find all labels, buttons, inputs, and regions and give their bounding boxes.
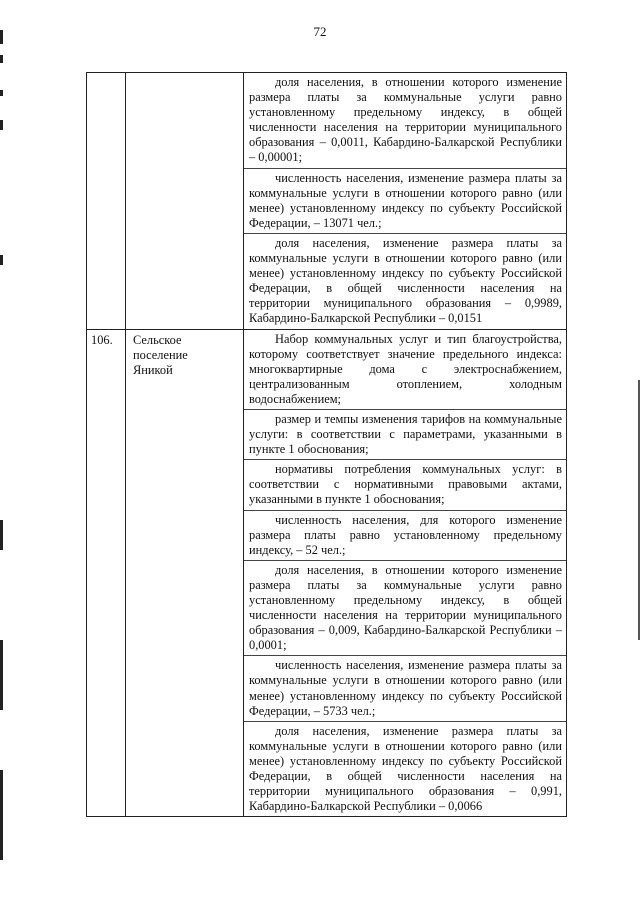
row-number: [87, 73, 126, 330]
indicator-text: [244, 329, 567, 817]
indicator-paragraph: доля населения, в отношении которого изменение размера платы за коммунальные услуги равно установленному предельному индексу, в общей численности населения на территории муниципального образования – 0,0011, Кабардино-Балкарской Республики – 0,00001;: [249, 75, 562, 165]
indicator-paragraph: доля населения, изменение размера платы за коммунальные услуги в отношении которого равно (или менее) установленному индексу по субъекту Российской Федерации, в общей численности населения на территории муниципального образования – 0,991, Кабардино-Балкарской Республики – 0,0066: [244, 721, 566, 817]
document-table-body: [87, 73, 567, 817]
scan-edge-mark: [0, 120, 3, 130]
scan-edge-mark: [0, 90, 3, 96]
scan-edge-mark: [0, 255, 3, 265]
settlement-name-line: Сельское: [133, 332, 182, 347]
settlement-name: [126, 73, 244, 330]
settlement-name: [126, 329, 244, 817]
indicator-paragraph: Набор коммунальных услуг и тип благоустройства, которому соответствует значение предельного индекса: многоквартирные дома с электроснабжением, централизованным отоплением, холодным водоснабжением;: [249, 331, 562, 406]
scan-edge-mark: [0, 55, 3, 63]
indicator-paragraph: численность населения, изменение размера платы за коммунальные услуги в отношении которого равно (или менее) установленному индексу по субъекту Российской Федерации, – 13071 чел.;: [244, 168, 566, 233]
table-row: [87, 329, 567, 817]
settlement-name-line: поселение: [133, 347, 188, 362]
indicator-paragraph: численность населения, изменение размера платы за коммунальные услуги в отношении которого равно (или менее) установленному индексу по субъекту Российской Федерации, – 5733 чел.;: [244, 655, 566, 720]
scan-edge-mark: [0, 640, 3, 710]
table-row: [87, 73, 567, 330]
indicator-paragraph: размер и темпы изменения тарифов на коммунальные услуги: в соответствии с параметрами, указанными в пункте 1 обоснования;: [244, 409, 566, 459]
indicator-paragraph: численность населения, для которого изменение размера платы равно установленному предельному индексу, – 52 чел.;: [244, 510, 566, 560]
page-number: 72: [313, 24, 327, 39]
indicator-paragraph: доля населения, изменение размера платы за коммунальные услуги в отношении которого равно (или менее) установленному индексу по субъекту Российской Федерации, в общей численности населения на территории муниципального образования – 0,9989, Кабардино-Балкарской Республики – 0,0151: [244, 233, 566, 329]
indicator-text: [244, 73, 567, 330]
scan-edge-mark: [0, 770, 3, 860]
settlement-name-line: Яникой: [133, 362, 173, 377]
indicator-paragraph: нормативы потребления коммунальных услуг: в соответствии с нормативными правовыми актами, указанными в пункте 1 обоснования;: [244, 459, 566, 509]
scan-edge-mark: [0, 520, 3, 550]
row-number: 106.: [87, 329, 126, 817]
indicator-paragraph: доля населения, в отношении которого изменение размера платы за коммунальные услуги равно установленному предельному индексу, в общей численности населения на территории муниципального образования – 0,009, Кабардино-Балкарской Республики – 0,0001;: [244, 560, 566, 656]
document-table: [86, 72, 567, 817]
